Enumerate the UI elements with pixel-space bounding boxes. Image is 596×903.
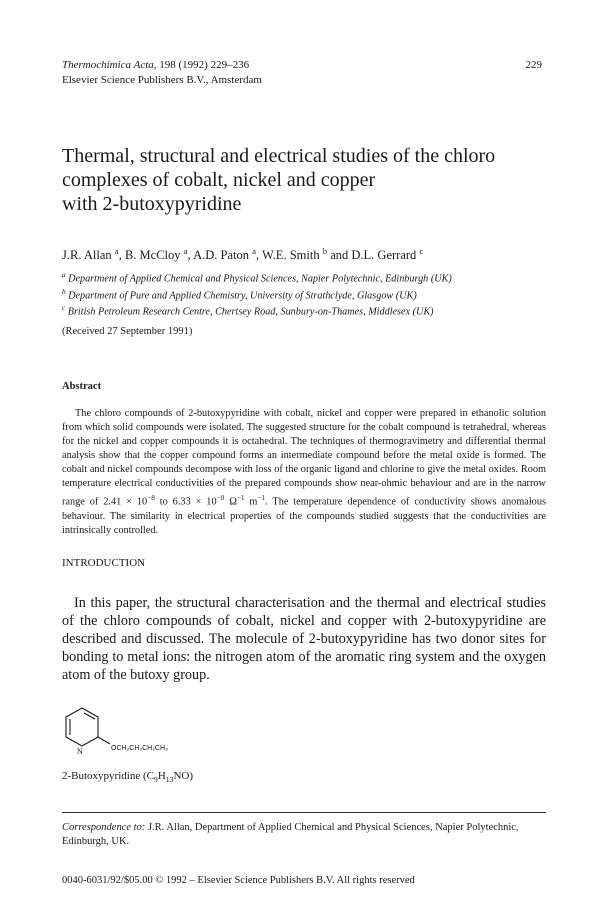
author-name: J.R. Allan [62,248,112,263]
author-name: D.L. Gerrard [351,248,417,263]
page-number: 229 [525,59,542,71]
author-name: W.E. Smith [262,248,320,263]
caption-prefix: 2-Butoxypyridine (C [62,769,154,782]
abstract-body [62,407,546,537]
article-title [62,144,546,216]
affiliation-b [62,286,546,302]
affiliation-text: Department of Applied Chemical and Physical Sciences, Napier Polytechnic, Edinburgh (UK) [68,273,452,285]
conductivity-low-exp: −8 [147,494,155,503]
abstract-text: The chloro compounds of 2-butoxypyridine with cobalt, nickel and copper were prepared in ethanolic solution from which solid compounds were isolated. The suggested structure for the cobalt compound is tetrahedral, whereas for the nickel and copper compounds it is octahedral. The techniques of thermogravimetry and differential thermal analysis show that the copper compound forms an intermediate compound before the metal oxide is formed. The cobalt and nickel compounds decompose with loss of the organic ligand and chlorine to give the metal oxides. Room temperature electrical conductivities of the prepared compounds show near-ohmic behaviour and are in the narrow range of [62,408,546,508]
conductivity-high-exp: −8 [216,494,225,503]
correspondence-label: Correspondence to: [62,821,146,833]
hydrogen-count: 13 [165,774,174,784]
introduction-body: In this paper, the structural characterisation and the thermal and electrical studies of the chloro compounds of cobalt, nickel and copper with 2-butoxypyridine are described and discussed. The molecule of 2-butoxypyridine has two donor sites for bonding to metal ions: the nitrogen atom of the aromatic ring system and the oxygen atom of the butoxy group. [62,594,546,683]
affiliations [62,269,546,318]
author-affil-mark: a [183,246,188,256]
affiliation-text: Department of Pure and Applied Chemistry, University of Strathclyde, Glasgow (UK) [68,289,417,301]
received-date: (Received 27 September 1991) [62,326,193,338]
pyridine-ring-icon [66,708,98,746]
author-list: J.R. Allan $^a$, B. McCloy $^a$, A.D. Paton $^a$, W.E. Smith $^b$ and D.L. Gerrard $^c$ [62,246,424,263]
unit-ohm-exp: −1 [236,494,245,503]
chemical-structure [62,706,546,762]
journal-citation [62,58,546,73]
introduction-heading: INTRODUCTION [62,556,146,569]
title-line-2: complexes of cobalt, nickel and copper [62,169,376,191]
affiliation-mark: b [62,287,66,296]
affiliation-mark: a [62,271,66,280]
conductivity-low: 2.41 × 10 [103,496,148,508]
unit-ohm: Ω [229,496,237,508]
journal-header [62,58,546,88]
affiliation-text: British Petroleum Research Centre, Chertsey Road, Sunbury-on-Thames, Middlesex (UK) [67,306,434,318]
author-name: A.D. Paton [193,248,249,263]
affiliation-a [62,269,546,285]
author-affil-mark: b [322,246,328,256]
carbon-count: 9 [153,774,158,784]
author-name: B. McCloy [124,248,181,263]
affiliation-c [62,302,546,318]
caption-suffix: NO) [173,769,194,782]
conductivity-high: 6.33 × 10 [172,496,217,508]
author-affil-mark: a [114,246,119,256]
journal-name: Thermochimica Acta [62,59,154,71]
unit-m-exp: −1 [257,494,266,503]
hydrogen-symbol: H [157,769,166,782]
author-conjunction: and [327,248,352,263]
abstract-text-end: . The temperature dependence of conductivity shows anomalous behaviour. The similarity in electrical properties of the compounds studied suggests that the conductivities are intrinsically controlled. [62,496,546,536]
title-line-1: Thermal, structural and electrical studies of the chloro [62,145,496,167]
author-affil-mark: a [252,246,256,256]
author-affil-mark: c [419,246,424,256]
butoxy-substituent: OCH₂CH₂CH₂CH₃ [111,744,168,752]
footnote-divider [62,812,546,813]
correspondence-note [62,821,546,849]
article-page [62,58,546,886]
abstract-heading: Abstract [62,381,102,393]
range-to: to [154,496,173,508]
affiliation-mark: c [62,303,66,312]
structure-caption [62,770,546,784]
title-line-3: with 2-butoxypyridine [62,193,242,215]
nitrogen-label: N [77,746,83,756]
pyridine-ring-diagram [62,706,262,762]
unit-m: m [244,496,258,508]
correspondence-text: J.R. Allan, Department of Applied Chemical and Physical Sciences, Napier Polytechnic, Edinburgh, UK. [62,821,519,847]
journal-volume: , 198 (1992) 229–236 [153,59,250,71]
publisher-line: Elsevier Science Publishers B.V., Amsterdam [62,74,262,86]
copyright-footer: 0040-6031/92/$05.00 © 1992 – Elsevier Science Publishers B.V. All rights reserved [62,874,415,886]
